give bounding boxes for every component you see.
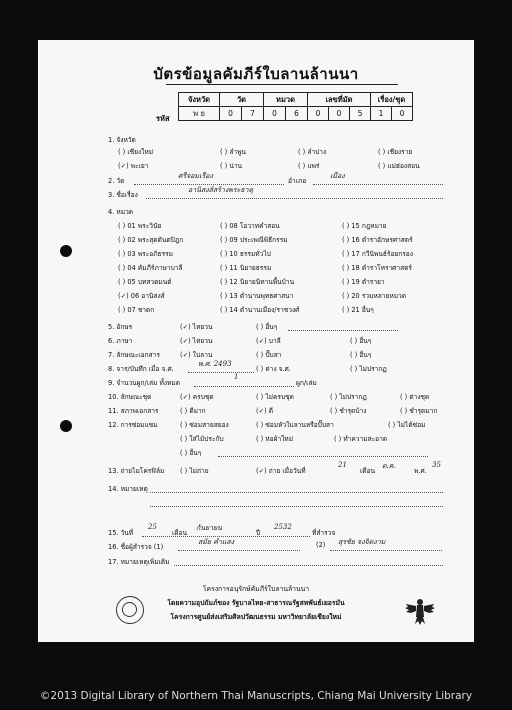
survey-card bbox=[38, 40, 474, 642]
opt-doctype: (✓) ใบลาน bbox=[180, 351, 213, 359]
amphoe-line bbox=[313, 184, 443, 185]
date-line bbox=[188, 372, 254, 373]
opt-language: ( ) อื่นๆ bbox=[350, 337, 372, 345]
opt-repair: ( ) อื่นๆ bbox=[180, 449, 202, 457]
opt-category: ( ) 12 นิยายนิทานพื้นบ้าน bbox=[220, 278, 295, 286]
opt-doctype: ( ) ปั๊บสา bbox=[256, 351, 282, 359]
item-language-label: 6. ภาษา bbox=[108, 337, 133, 345]
opt-date: ( ) ไม่ปรากฏ bbox=[350, 365, 387, 373]
title-underline bbox=[166, 84, 398, 85]
item-province-label: 1. จังหวัด bbox=[108, 136, 136, 144]
opt-province: ( ) น่าน bbox=[220, 162, 243, 170]
opt-category: ( ) 18 ตำราโหราศาสตร์ bbox=[342, 264, 412, 272]
title-line bbox=[146, 198, 443, 199]
survey-year-label: ปี bbox=[256, 529, 261, 537]
notes-line bbox=[150, 506, 443, 507]
opt-category: ( ) 03 พระอภิธรรม bbox=[118, 250, 174, 258]
opt-category: ( ) 19 ตำรายา bbox=[342, 278, 385, 286]
code-digit: 0 bbox=[392, 107, 413, 121]
code-digit: 6 bbox=[286, 107, 308, 121]
opt-category: ( ) 14 ตำนานเมือง/ราชวงศ์ bbox=[220, 306, 300, 314]
survey-year: 2532 bbox=[274, 523, 292, 531]
opt-category: ( ) 11 นิยายธรรม bbox=[220, 264, 272, 272]
count-line bbox=[194, 386, 294, 387]
opt-condition: ( ) ชำรุดบ้าง bbox=[330, 407, 367, 415]
item-microfilm-label: 13. ถ่ายไมโครฟิล์ม bbox=[108, 467, 165, 475]
opt-province: ( ) ลำปาง bbox=[298, 148, 327, 156]
count-suffix: ผูก/เล่ม bbox=[296, 379, 317, 387]
item-count-label: 9. จำนวนผูก/เล่ม ทั้งหมด bbox=[108, 379, 181, 387]
opt-set: (✓) ครบชุด bbox=[180, 393, 214, 401]
opt-province: ( ) เชียงราย bbox=[378, 148, 413, 156]
opt-category: ( ) 07 ชาดก bbox=[118, 306, 155, 314]
opt-condition: ( ) ชำรุดมาก bbox=[400, 407, 438, 415]
code-digit: 0 bbox=[220, 107, 242, 121]
opt-category: (✓) 06 อานิสงส์ bbox=[118, 292, 165, 300]
opt-language: (✓) บาลี bbox=[256, 337, 281, 345]
code-digit: 0 bbox=[329, 107, 350, 121]
german-eagle-icon bbox=[404, 595, 436, 627]
count-value: 1 bbox=[234, 373, 239, 381]
survey-month-label: เดือน bbox=[172, 529, 188, 537]
opt-category: ( ) 10 ธรรมทั่วไป bbox=[220, 250, 271, 258]
microfilm-month-label: เดือน bbox=[360, 467, 376, 475]
opt-province: (✓) พะเยา bbox=[118, 162, 149, 170]
item-script-label: 5. อักษร bbox=[108, 323, 133, 331]
temple-value: ศรีจอมเรือง bbox=[178, 172, 213, 180]
date-value: พ.ศ. 2493 bbox=[198, 360, 232, 368]
code-digit: 0 bbox=[308, 107, 329, 121]
code-digit: 5 bbox=[350, 107, 371, 121]
survey-suffix: ที่สำรวจ bbox=[312, 529, 336, 537]
opt-condition: (✓) ดี bbox=[256, 407, 274, 415]
code-digit: พ ย bbox=[179, 107, 220, 121]
code-digit: 7 bbox=[242, 107, 264, 121]
opt-language: (✓) ไทยวน bbox=[180, 337, 213, 345]
footer-line3: โครงการศูนย์ส่งเสริมศิลปวัฒนธรรม มหาวิทยาลัยเชียงใหม่ bbox=[170, 613, 342, 621]
amphoe-value: เมือง bbox=[330, 172, 345, 180]
microfilm-month: ต.ค. bbox=[382, 462, 396, 470]
script-other-line bbox=[288, 330, 398, 331]
surveyor-1: สมัย คำแสง bbox=[198, 538, 235, 546]
item-temple-label: 2. วัด bbox=[108, 177, 125, 185]
opt-set: ( ) ต่างชุด bbox=[400, 393, 430, 401]
opt-category: ( ) 16 ตำราอักษรศาสตร์ bbox=[342, 236, 413, 244]
opt-category: ( ) 05 บทสวดมนต์ bbox=[118, 278, 172, 286]
opt-category: ( ) 04 คัมภีร์ภาษาบาลี bbox=[118, 264, 183, 272]
opt-category: ( ) 09 ประเพณีพิธีกรรม bbox=[220, 236, 288, 244]
microfilm-year-label: พ.ศ. bbox=[414, 467, 427, 475]
surveyor-2: สุรชัย จงจิตงาม bbox=[338, 538, 386, 546]
opt-province: ( ) เชียงใหม่ bbox=[118, 148, 154, 156]
opt-province: ( ) ลำพูน bbox=[220, 148, 246, 156]
code-table bbox=[178, 92, 413, 121]
opt-repair: ( ) ทำความสะอาด bbox=[334, 435, 388, 443]
code-digit: 1 bbox=[371, 107, 392, 121]
microfilm-day: 21 bbox=[338, 461, 347, 469]
code-header: หมวด bbox=[264, 93, 308, 107]
footer-line1: โครงการอนุรักษ์คัมภีร์ใบลานล้านนา bbox=[202, 585, 310, 593]
opt-doctype: ( ) อื่นๆ bbox=[350, 351, 372, 359]
opt-repair: ( ) ห่อผ้าใหม่ bbox=[256, 435, 294, 443]
opt-category: ( ) 02 พระสุตตันตปิฎก bbox=[118, 236, 184, 244]
opt-repair: ( ) ซ่อมหัวใบลานหรือปั๊บสา bbox=[256, 421, 334, 429]
item-doctype-label: 7. ลักษณะเอกสาร bbox=[108, 351, 160, 359]
surveyor-2-line bbox=[330, 550, 442, 551]
card-title: บัตรข้อมูลคัมภีร์ใบลานล้านนา bbox=[153, 65, 359, 83]
survey-month: กันยายน bbox=[196, 524, 222, 532]
opt-province: ( ) แพร่ bbox=[298, 162, 320, 170]
opt-category: ( ) 15 กฎหมาย bbox=[342, 222, 387, 230]
copyright-notice: ©2013 Digital Library of Northern Thai Manuscripts, Chiang Mai University Library bbox=[39, 690, 473, 702]
item-additional-notes-label: 17. หมายเหตุเพิ่มเติม bbox=[108, 558, 170, 566]
code-row-label: รหัส bbox=[156, 114, 170, 123]
opt-category: ( ) 08 โอวาทคำสอน bbox=[220, 222, 280, 230]
university-seal-icon bbox=[116, 596, 144, 624]
item-set-label: 10. ลักษณะชุด bbox=[108, 393, 152, 401]
surveyor-2-label: (2) bbox=[316, 541, 326, 549]
punch-hole bbox=[60, 245, 72, 257]
survey-day: 25 bbox=[148, 523, 157, 531]
opt-set: ( ) ไม่ครบชุด bbox=[256, 393, 294, 401]
microfilm-year: 35 bbox=[432, 461, 441, 469]
opt-microfilm: (✓) ถ่าย เมื่อวันที่ bbox=[256, 467, 306, 475]
opt-category: ( ) 17 กวีนิพนธ์ร้อยกรอง bbox=[342, 250, 413, 258]
notes-line bbox=[150, 492, 443, 493]
opt-category: ( ) 01 พระวินัย bbox=[118, 222, 162, 230]
opt-repair: ( ) ไม่ได้ซ่อม bbox=[388, 421, 426, 429]
opt-repair: ( ) ใส่ไม้ประกับ bbox=[180, 435, 224, 443]
opt-category: ( ) 20 รวมหลายหมวด bbox=[342, 292, 407, 300]
opt-category: ( ) 13 ตำนานพุทธศาสนา bbox=[220, 292, 294, 300]
opt-script: ( ) อื่นๆ bbox=[256, 323, 278, 331]
opt-microfilm: ( ) ไม่ถ่าย bbox=[180, 467, 209, 475]
additional-notes-line bbox=[174, 565, 443, 566]
opt-date: ( ) ต่าง จ.ศ. bbox=[256, 365, 291, 373]
footer-line2: โดยความอุปถัมภ์ของ รัฐบาลไทย-สาธารณรัฐสหพันธ์เยอรมัน bbox=[167, 599, 345, 607]
code-header: วัด bbox=[220, 93, 264, 107]
item-surveyor-label: 16. ชื่อผู้สำรวจ (1) bbox=[108, 543, 164, 551]
item-title-label: 3. ชื่อเรื่อง bbox=[108, 191, 138, 199]
opt-condition: ( ) ดีมาก bbox=[180, 407, 206, 415]
surveyor-1-line bbox=[178, 550, 300, 551]
opt-script: (✓) ไทยวน bbox=[180, 323, 213, 331]
repair-other-line bbox=[218, 456, 428, 457]
item-date-label: 8. จาร/บันทึก เมื่อ จ.ศ. bbox=[108, 365, 174, 373]
item-notes-label: 14. หมายเหตุ bbox=[108, 485, 148, 493]
code-header: เลขที่มัด bbox=[308, 93, 371, 107]
item-category-label: 4. หมวด bbox=[108, 208, 134, 216]
title-value: อานิสงส์สร้างพระธาตุ bbox=[188, 186, 254, 194]
code-header: จังหวัด bbox=[179, 93, 220, 107]
opt-province: ( ) แม่ฮ่องสอน bbox=[378, 162, 420, 170]
opt-set: ( ) ไม่ปรากฏ bbox=[330, 393, 367, 401]
code-digit: 0 bbox=[264, 107, 286, 121]
amphoe-label: อำเภอ bbox=[288, 177, 307, 185]
item-repair-label: 12. การซ่อมแซม bbox=[108, 421, 158, 429]
code-header: เรื่อง/ชุด bbox=[371, 93, 413, 107]
item-survey-date-label: 15. วันที่ bbox=[108, 529, 134, 537]
opt-repair: ( ) ซ่อมสายสยอง bbox=[180, 421, 229, 429]
item-condition-label: 11. สภาพเอกสาร bbox=[108, 407, 159, 415]
punch-hole bbox=[60, 420, 72, 432]
opt-category: ( ) 21 อื่นๆ bbox=[342, 306, 374, 314]
